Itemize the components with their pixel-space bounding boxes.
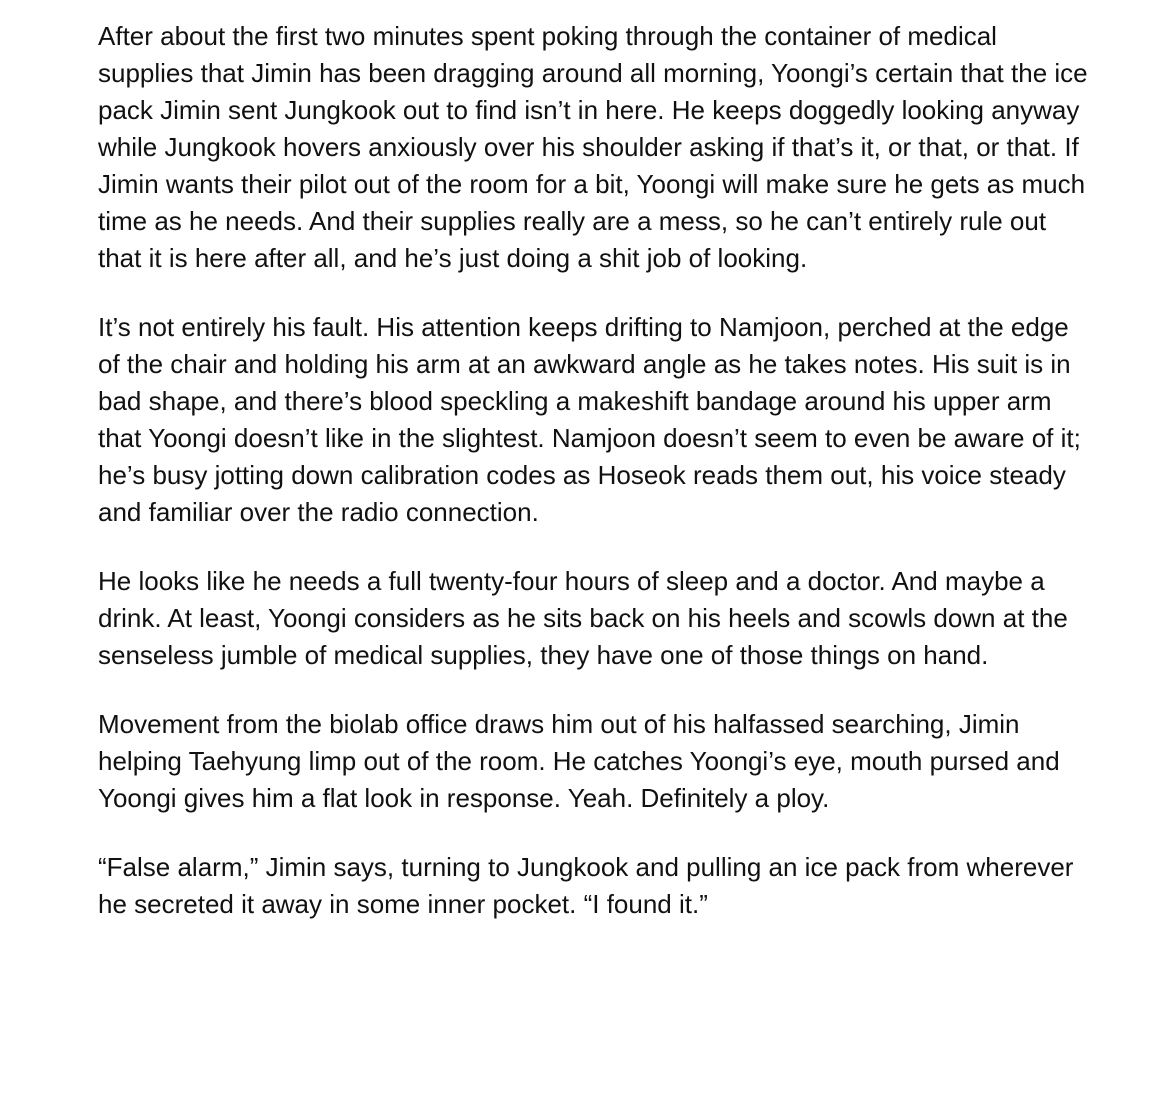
paragraph-3: He looks like he needs a full twenty-four hours of sleep and a doctor. And maybe a drink. At least, Yoongi considers as he sits back on his heels and scowls down at the senseless jumble of medical supplies, they have one of those things on hand. <box>98 566 1068 670</box>
paragraph-2: It’s not entirely his fault. His attention keeps drifting to Namjoon, perched at the edge of the chair and holding his arm at an awkward angle as he takes notes. His suit is in bad shape, and there’s blood speckling a makeshift bandage around his upper arm that Yoongi doesn’t like in the slightest. Namjoon doesn’t seem to even be aware of it; he’s busy jotting down calibration codes as Hoseok reads them out, his voice steady and familiar over the radio connection. <box>98 312 1081 527</box>
paragraph-5: “False alarm,” Jimin says, turning to Jungkook and pulling an ice pack from wherever he secreted it away in some inner pocket. “I found it.” <box>98 852 1074 919</box>
document-body <box>98 18 1088 923</box>
paragraph-4: Movement from the biolab office draws him out of his halfassed searching, Jimin helping Taehyung limp out of the room. He catches Yoongi’s eye, mouth pursed and Yoongi gives him a flat look in response. Yeah. Definitely a ploy. <box>98 709 1060 813</box>
paragraph-1: After about the first two minutes spent poking through the container of medical supplies that Jimin has been dragging around all morning, Yoongi’s certain that the ice pack Jimin sent Jungkook out to find isn’t in here. He keeps doggedly looking anyway while Jungkook hovers anxiously over his shoulder asking if that’s it, or that, or that. If Jimin wants their pilot out of the room for a bit, Yoongi will make sure he gets as much time as he needs. And their supplies really are a mess, so he can’t entirely rule out that it is here after all, and he’s just doing a shit job of looking. <box>98 21 1088 273</box>
